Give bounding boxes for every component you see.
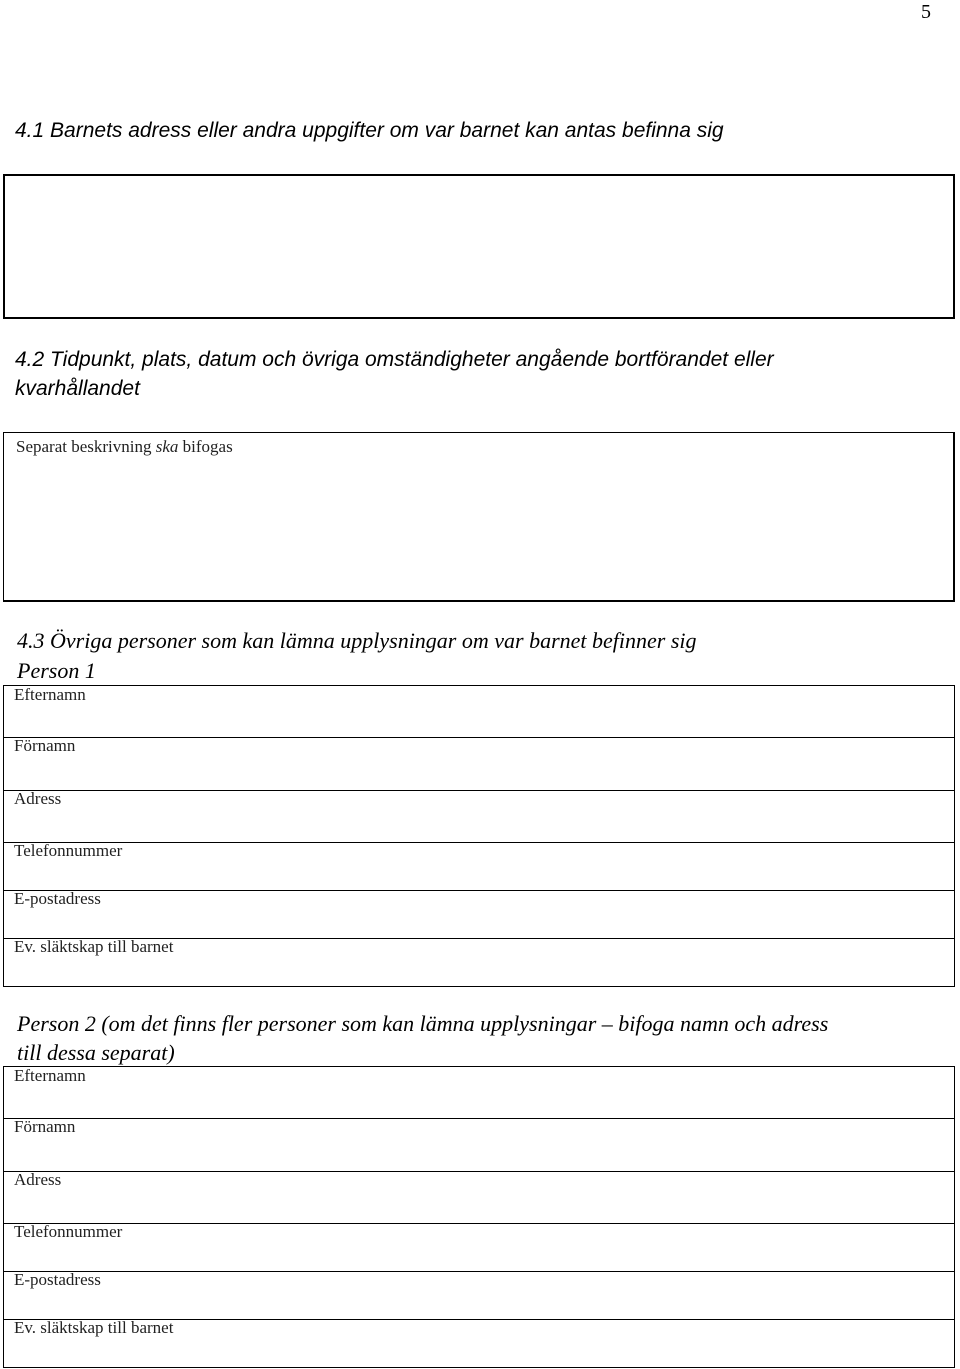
section-4-2-title-line1: 4.2 Tidpunkt, plats, datum och övriga omständigheter angående bortförandet eller <box>15 348 774 371</box>
field-label: Efternamn <box>14 1066 86 1085</box>
field-label: Ev. släktskap till barnet <box>14 1318 174 1337</box>
field-label: Efternamn <box>14 685 86 704</box>
person-1-table <box>3 685 955 987</box>
person-2-phone-field[interactable] <box>4 1223 954 1271</box>
section-4-2-title-line2: kvarhållandet <box>15 377 140 400</box>
section-4-3-title: 4.3 Övriga personer som kan lämna upplysningar om var barnet befinner sig <box>17 628 697 653</box>
person-2-heading-line2: till dessa separat) <box>17 1040 175 1065</box>
child-address-field[interactable] <box>3 174 955 319</box>
person-1-phone-field[interactable] <box>4 842 954 890</box>
person-2-relationship-field[interactable] <box>4 1319 954 1367</box>
field-label: E-postadress <box>14 1270 101 1289</box>
field-label: Telefonnummer <box>14 1222 123 1241</box>
person-1-firstname-field[interactable] <box>4 737 954 790</box>
person-2-heading-line1: Person 2 (om det finns fler personer som kan lämna upplysningar – bifoga namn och adress <box>17 1011 829 1036</box>
separate-description-note <box>16 436 233 458</box>
note-suffix: bifogas <box>178 437 233 456</box>
field-label: Adress <box>14 789 62 808</box>
field-label: E-postadress <box>14 889 101 908</box>
person-2-address-field[interactable] <box>4 1171 954 1223</box>
person-2-table <box>3 1066 955 1368</box>
field-label: Förnamn <box>14 736 76 755</box>
person-2-firstname-field[interactable] <box>4 1118 954 1171</box>
field-label: Ev. släktskap till barnet <box>14 937 174 956</box>
person-1-address-field[interactable] <box>4 790 954 842</box>
person-1-heading: Person 1 <box>17 658 96 683</box>
person-1-relationship-field[interactable] <box>4 938 954 986</box>
circumstances-field[interactable] <box>3 432 955 602</box>
field-label: Förnamn <box>14 1117 76 1136</box>
field-label: Adress <box>14 1170 62 1189</box>
person-2-lastname-field[interactable] <box>4 1066 954 1118</box>
person-1-email-field[interactable] <box>4 890 954 938</box>
field-label: Telefonnummer <box>14 841 123 860</box>
note-emphasis: ska <box>155 437 179 456</box>
person-2-email-field[interactable] <box>4 1271 954 1319</box>
person-1-lastname-field[interactable] <box>4 685 954 737</box>
page-number: 5 <box>921 1 931 23</box>
note-prefix: Separat beskrivning <box>16 437 156 456</box>
section-4-1-title: 4.1 Barnets adress eller andra uppgifter om var barnet kan antas befinna sig <box>15 119 724 142</box>
